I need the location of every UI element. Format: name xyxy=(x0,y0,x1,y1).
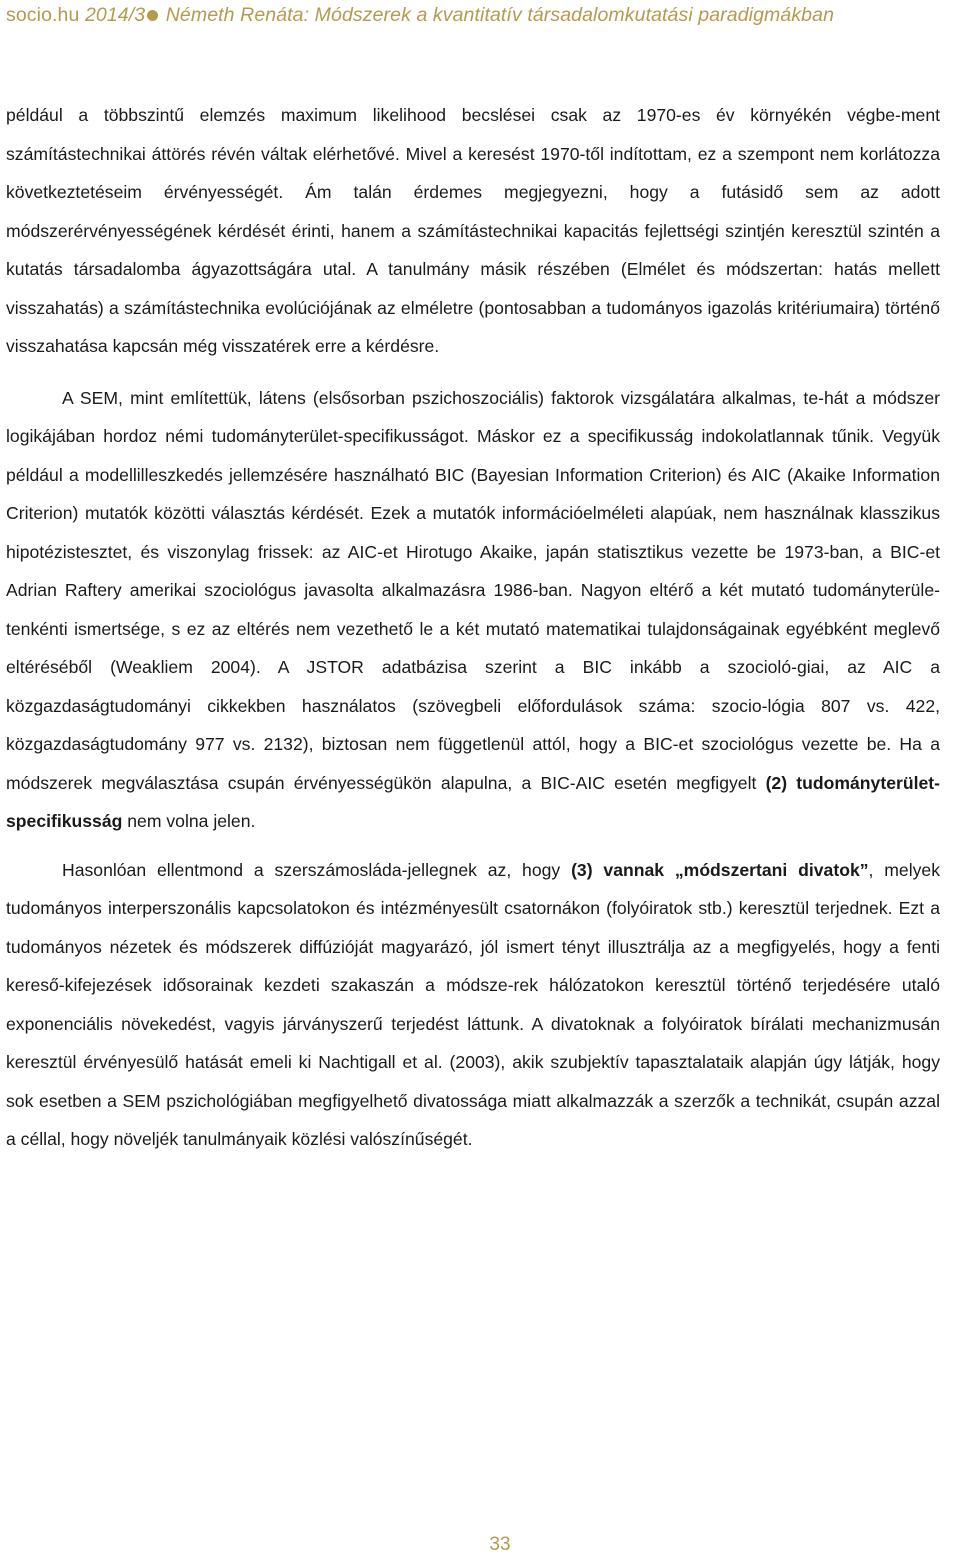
paragraph-3-text: Hasonlóan ellentmond a szerszámosláda-jellegnek az, hogy xyxy=(62,859,572,880)
paragraph-1-text: például a többszintű elemzés maximum likelihood becslései csak az 1970-es év környékén végbe-ment számítástechnikai áttörés révén váltak elérhetővé. Mivel a keresést 1970-től indítottam, ez a szempont nem korlátozza következtetéseim érvényességét. Ám talán érdemes megjegyezni, hogy a futásidő sem az adott módszerérvényességének kérdését érinti, hanem a számítástechnikai kapacitás fejlettségi szintjén keresztül szintén a kutatás társadalomba ágyazottságára utal. A tanulmány másik részében (Elmélet és módszertan: hatás mellett visszahatás) a számítástechnika evolúciójának az elméletre (pontosabban a tudományos igazolás kritériumaira) történő visszahatása kapcsán még visszatérek erre a kérdésre. xyxy=(6,105,940,356)
author-and-title: Németh Renáta: Módszerek a kvantitatív társadalomkutatási paradigmákban xyxy=(165,4,835,26)
running-header xyxy=(6,4,950,27)
paragraph-3-tail: , melyek tudományos interperszonális kapcsolatokon és intézményesült csatornákon (folyóiratok stb.) keresztül terjednek. Ezt a tudományos nézetek és módszerek diffúzióját magyarázó, jól ismert tényt illusztrálja az a megfigyelés, hogy a fenti kereső-kifejezések idősorainak kezdeti szakaszán a módsze-rek hálózatokon keresztül történő terjedésére utaló exponenciális növekedést, vagyis járványszerű terjedést láttunk. A divatoknak a folyóiratok bírálati mechanizmusán keresztül érvényesülő hatását emeli ki Nachtigall et al. (2003), akik szubjektív tapasztalataik alapján úgy látják, hogy sok esetben a SEM pszichológiában megfigyelhető divatossága miatt alkalmazzák a szerzők a technikát, csupán azzal a céllal, hogy növeljék tanulmányaik közlési valószínűségét. xyxy=(6,859,940,1149)
bullet-dot-icon xyxy=(147,10,158,21)
paragraph-2-emphasis: (2) tudományterület-specifikusság xyxy=(6,772,940,831)
paragraph-3-emphasis: (3) vannak „módszertani divatok” xyxy=(571,859,869,880)
page-number: 33 xyxy=(489,1534,511,1555)
paragraph-2 xyxy=(6,379,940,841)
issue-number: 2014/3 xyxy=(84,4,146,26)
paragraph-3 xyxy=(6,851,940,1159)
journal-name: socio.hu xyxy=(6,4,80,26)
paragraph-2-text: A SEM, mint említettük, látens (elsősorban pszichoszociális) faktorok vizsgálatára alkalmas, te-hát a módszer logikájában hordoz némi tudományterület-specifikusságot. Máskor ez a specifikusság indokolatlannak tűnik. Vegyük például a modellilleszkedés jellemzésére használható BIC (Bayesian Information Criterion) és AIC (Akaike Information Criterion) mutatók közötti választás kérdését. Ezek a mutatók információelméleti alapúak, nem használnak klasszikus hipotézistesztet, és viszonylag frissek: az AIC-et Hirotugo Akaike, japán statisztikus vezette be 1973-ban, a BIC-et Adrian Raftery amerikai szociológus javasolta alkalmazásra 1986-ban. Nagyon eltérő a két mutató tudományterüle-tenkénti ismertsége, s ez az eltérés nem vezethető le a két mutató matematikai tulajdonságainak egyébként meglevő eltéréséből (Weakliem 2004). A JSTOR adatbázisa szerint a BIC inkább a szocioló-giai, az AIC a közgazdaságtudományi cikkekben használatos (szövegbeli előfordulások száma: szocio-lógia 807 vs. 422, közgazdaságtudomány 977 vs. 2132), biztosan nem függetlenül attól, hogy a BIC-et szociológus vezette be. Ha a módszerek megválasztása csupán érvényességükön alapulna, a BIC-AIC esetén megfigyelt xyxy=(6,387,940,793)
paragraph-1 xyxy=(6,96,940,366)
article-body xyxy=(6,96,940,1159)
paragraph-2-tail: nem volna jelen. xyxy=(122,811,256,831)
